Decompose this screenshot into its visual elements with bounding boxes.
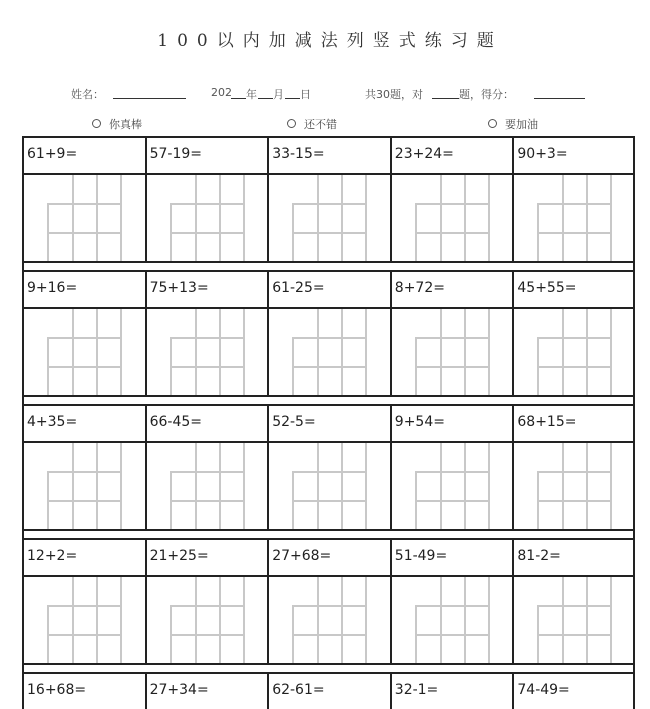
grid-line	[317, 577, 319, 663]
grid-line	[243, 577, 245, 663]
year-prefix: 202	[211, 86, 232, 99]
grid-line	[292, 203, 367, 205]
grid-line	[292, 232, 367, 234]
grid-line	[415, 203, 490, 205]
grid-line	[195, 443, 197, 529]
problem-cell: 45+55=	[512, 270, 635, 307]
student-info-line	[0, 86, 650, 104]
name-field[interactable]	[113, 86, 186, 99]
problem-header-row	[22, 672, 635, 709]
grid-line	[170, 471, 245, 473]
problem-cell: 61-25=	[267, 270, 390, 307]
vertical-calc-grid[interactable]	[267, 307, 390, 395]
problem-cell: 32-1=	[390, 672, 513, 709]
problem-cell: 57-19=	[145, 136, 268, 173]
grid-line	[488, 175, 490, 261]
row-separator	[22, 529, 635, 538]
grid-line	[96, 175, 98, 261]
problem-cell: 33-15=	[267, 136, 390, 173]
grid-line	[292, 634, 367, 636]
grid-line	[120, 175, 122, 261]
problem-row	[22, 270, 635, 404]
grid-line	[586, 577, 588, 663]
grid-line	[440, 175, 442, 261]
problem-row	[22, 672, 635, 709]
grid-line	[47, 232, 122, 234]
worksheet-table	[22, 136, 635, 709]
vertical-calc-grid[interactable]	[267, 173, 390, 261]
grid-line	[415, 605, 490, 607]
grid-line	[317, 443, 319, 529]
rating-option-great[interactable]: 你真棒	[92, 116, 142, 132]
grid-line	[537, 605, 612, 607]
grid-line	[120, 577, 122, 663]
grid-line	[440, 443, 442, 529]
row-separator	[22, 395, 635, 404]
problem-cell: 12+2=	[22, 538, 145, 575]
grid-line	[47, 366, 122, 368]
grid-line	[537, 634, 612, 636]
grid-line	[47, 605, 122, 607]
grid-line	[610, 175, 612, 261]
grid-line	[219, 443, 221, 529]
grid-line	[586, 175, 588, 261]
vertical-calc-grid[interactable]	[145, 441, 268, 529]
grid-line	[47, 634, 122, 636]
grid-line	[219, 309, 221, 395]
page-title: 100以内加减法列竖式练习题	[157, 31, 503, 51]
grid-line	[170, 366, 245, 368]
problem-cell: 9+16=	[22, 270, 145, 307]
work-grid-row	[22, 173, 635, 261]
grid-line	[292, 471, 367, 473]
problem-cell: 27+34=	[145, 672, 268, 709]
grid-line	[47, 500, 122, 502]
grid-line	[365, 577, 367, 663]
grid-line	[72, 175, 74, 261]
grid-line	[562, 443, 564, 529]
grid-line	[464, 443, 466, 529]
vertical-calc-grid[interactable]	[22, 307, 145, 395]
name-label: 姓名：	[71, 88, 104, 101]
grid-line	[317, 175, 319, 261]
vertical-calc-grid[interactable]	[145, 173, 268, 261]
grid-line	[243, 443, 245, 529]
problem-row	[22, 136, 635, 270]
problem-cell: 51-49=	[390, 538, 513, 575]
grid-line	[317, 309, 319, 395]
vertical-calc-grid[interactable]	[512, 441, 635, 529]
radio-circle-icon[interactable]	[92, 119, 101, 128]
grid-line	[365, 309, 367, 395]
grid-line	[415, 337, 490, 339]
row-separator	[22, 261, 635, 270]
vertical-calc-grid[interactable]	[267, 575, 390, 663]
grid-line	[415, 471, 490, 473]
grid-line	[47, 203, 122, 205]
vertical-calc-grid[interactable]	[390, 441, 513, 529]
vertical-calc-grid[interactable]	[390, 173, 513, 261]
problem-cell: 61+9=	[22, 136, 145, 173]
grid-line	[488, 443, 490, 529]
problem-cell: 27+68=	[267, 538, 390, 575]
problem-cell: 16+68=	[22, 672, 145, 709]
grid-line	[243, 175, 245, 261]
work-grid-row	[22, 575, 635, 663]
grid-line	[170, 605, 245, 607]
grid-line	[464, 577, 466, 663]
grid-line	[47, 337, 122, 339]
grid-line	[610, 577, 612, 663]
grid-line	[341, 577, 343, 663]
problem-cell: 9+54=	[390, 404, 513, 441]
grid-line	[341, 309, 343, 395]
grid-line	[365, 443, 367, 529]
radio-circle-icon[interactable]	[287, 119, 296, 128]
vertical-calc-grid[interactable]	[22, 441, 145, 529]
problem-cell: 8+72=	[390, 270, 513, 307]
vertical-calc-grid[interactable]	[267, 441, 390, 529]
problem-row	[22, 538, 635, 672]
problem-header-row	[22, 270, 635, 307]
problem-cell: 62-61=	[267, 672, 390, 709]
score-field[interactable]	[534, 86, 585, 99]
grid-line	[341, 443, 343, 529]
grid-line	[562, 175, 564, 261]
grid-line	[415, 634, 490, 636]
problem-cell: 75+13=	[145, 270, 268, 307]
grid-line	[292, 605, 367, 607]
problem-cell: 81-2=	[512, 538, 635, 575]
grid-line	[440, 577, 442, 663]
grid-line	[537, 203, 612, 205]
problem-header-row	[22, 538, 635, 575]
grid-line	[440, 309, 442, 395]
grid-line	[537, 337, 612, 339]
grid-line	[610, 443, 612, 529]
grid-line	[243, 309, 245, 395]
grid-line	[292, 337, 367, 339]
work-grid-row	[22, 307, 635, 395]
vertical-calc-grid[interactable]	[390, 575, 513, 663]
grid-line	[195, 175, 197, 261]
grid-line	[537, 500, 612, 502]
grid-line	[488, 309, 490, 395]
day-field[interactable]	[285, 86, 300, 99]
vertical-calc-grid[interactable]	[512, 173, 635, 261]
grid-line	[464, 309, 466, 395]
grid-line	[47, 471, 122, 473]
grid-line	[120, 309, 122, 395]
problem-cell: 66-45=	[145, 404, 268, 441]
problem-cell: 52-5=	[267, 404, 390, 441]
grid-line	[170, 500, 245, 502]
grid-line	[415, 232, 490, 234]
rating-option-try-harder[interactable]: 要加油	[488, 116, 538, 132]
vertical-calc-grid[interactable]	[512, 307, 635, 395]
vertical-calc-grid[interactable]	[390, 307, 513, 395]
grid-line	[562, 309, 564, 395]
rating-option-good[interactable]: 还不错	[287, 116, 337, 132]
grid-line	[72, 577, 74, 663]
problem-row	[22, 404, 635, 538]
grid-line	[195, 309, 197, 395]
grid-line	[537, 471, 612, 473]
grid-line	[96, 309, 98, 395]
grid-line	[120, 443, 122, 529]
grid-line	[219, 175, 221, 261]
problem-cell: 4+35=	[22, 404, 145, 441]
problem-header-row	[22, 404, 635, 441]
grid-line	[488, 577, 490, 663]
vertical-calc-grid[interactable]	[145, 575, 268, 663]
grid-line	[464, 175, 466, 261]
problem-header-row	[22, 136, 635, 173]
grid-line	[415, 500, 490, 502]
grid-line	[170, 337, 245, 339]
grid-line	[341, 175, 343, 261]
total-label: 共30题，对	[365, 88, 423, 101]
grid-line	[72, 443, 74, 529]
year-field[interactable]	[231, 86, 246, 99]
grid-line	[292, 366, 367, 368]
grid-line	[562, 577, 564, 663]
problem-cell: 23+24=	[390, 136, 513, 173]
grid-line	[96, 443, 98, 529]
vertical-calc-grid[interactable]	[145, 307, 268, 395]
grid-line	[610, 309, 612, 395]
correct-count-field[interactable]	[432, 86, 459, 99]
grid-line	[170, 232, 245, 234]
vertical-calc-grid[interactable]	[22, 173, 145, 261]
rating-options	[0, 116, 650, 134]
radio-circle-icon[interactable]	[488, 119, 497, 128]
grid-line	[415, 366, 490, 368]
grid-line	[170, 203, 245, 205]
problem-cell: 90+3=	[512, 136, 635, 173]
month-field[interactable]	[258, 86, 273, 99]
grid-line	[292, 500, 367, 502]
grid-line	[170, 634, 245, 636]
problem-cell: 74-49=	[512, 672, 635, 709]
grid-line	[72, 309, 74, 395]
work-grid-row	[22, 441, 635, 529]
problem-cell: 21+25=	[145, 538, 268, 575]
grid-line	[586, 309, 588, 395]
grid-line	[195, 577, 197, 663]
grid-line	[96, 577, 98, 663]
vertical-calc-grid[interactable]	[22, 575, 145, 663]
vertical-calc-grid[interactable]	[512, 575, 635, 663]
grid-line	[586, 443, 588, 529]
score-label: 题，得分：	[459, 88, 514, 101]
grid-line	[537, 366, 612, 368]
month-label: 月	[273, 88, 284, 101]
problem-cell: 68+15=	[512, 404, 635, 441]
grid-line	[537, 232, 612, 234]
grid-line	[219, 577, 221, 663]
grid-line	[365, 175, 367, 261]
day-label: 日	[300, 88, 311, 101]
year-label: 年	[246, 88, 257, 101]
row-separator	[22, 663, 635, 672]
